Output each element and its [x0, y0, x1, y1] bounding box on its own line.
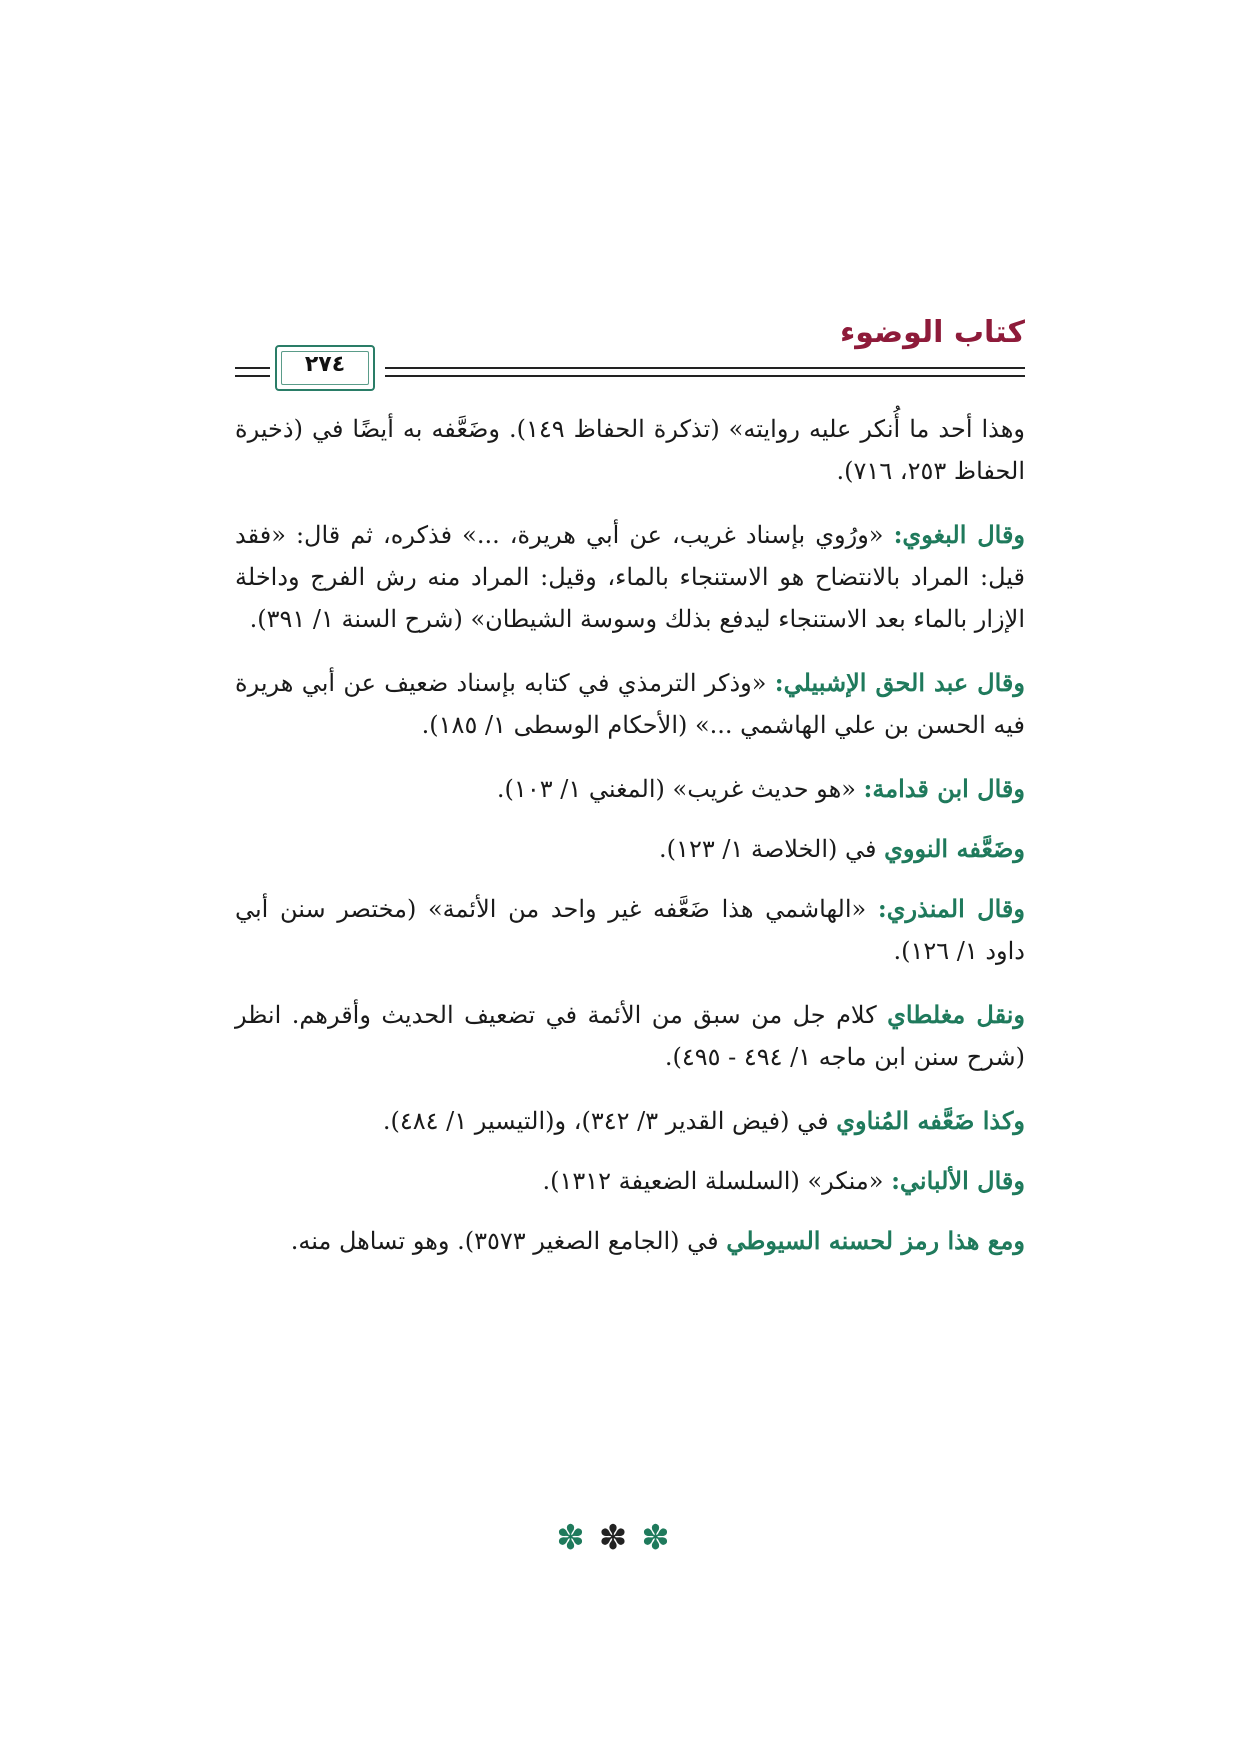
paragraph-text: في (الجامع الصغير ٣٥٧٣). وهو تساهل منه.	[290, 1227, 727, 1255]
paragraph-lead: وقال الألباني:	[891, 1166, 1025, 1195]
page-number-badge	[275, 345, 375, 391]
page-header	[235, 315, 1025, 385]
paragraph-lead: وضَعَّفه النووي	[884, 834, 1025, 863]
paragraph-1	[235, 408, 1025, 492]
header-rule-top	[385, 367, 1025, 369]
flower-ornament-icon: ✽	[598, 1518, 642, 1558]
paragraph-6	[235, 888, 1025, 972]
paragraph-2	[235, 514, 1025, 640]
paragraph-text: وهذا أحد ما أُنكر عليه روايته» (تذكرة الحفاظ ١٤٩). وضَعَّفه به أيضًا في (ذخيرة الحفاظ ٢٥٣، ٧١٦).	[235, 415, 1025, 485]
paragraph-text: «ورُوي بإسناد غريب، عن أبي هريرة، ...» فذكره، ثم قال: «فقد قيل: المراد بالانتضاح هو الاستنجاء بالماء، وقيل: المراد منه رش الفرج وداخلة الإزار بالماء بعد الاستنجاء ليدفع بذلك وسوسة الشيطان» (شرح السنة ١/ ٣٩١).	[235, 521, 1025, 633]
paragraph-9	[235, 1160, 1025, 1202]
paragraph-text: «هو حديث غريب» (المغني ١/ ١٠٣).	[496, 775, 864, 803]
section-end-ornaments	[0, 1518, 1240, 1558]
header-rule-left-top	[235, 367, 270, 369]
paragraph-text: «وذكر الترمذي في كتابه بإسناد ضعيف عن أبي هريرة فيه الحسن بن علي الهاشمي ...» (الأحكام الوسطى ١/ ١٨٥).	[235, 669, 1025, 739]
paragraph-10	[235, 1220, 1025, 1262]
paragraph-lead: وقال المنذري:	[877, 894, 1025, 923]
flower-ornament-icon: ✽	[641, 1518, 684, 1558]
paragraph-lead: ونقل مغلطاي	[887, 1000, 1026, 1029]
header-rule-left-bottom	[235, 375, 270, 377]
book-title: كتاب الوضوء	[839, 315, 1025, 350]
paragraph-4	[235, 768, 1025, 810]
paragraph-3	[235, 662, 1025, 746]
paragraph-8	[235, 1100, 1025, 1142]
paragraph-text: في (الخلاصة ١/ ١٢٣).	[659, 835, 885, 863]
paragraph-lead: ومع هذا رمز لحسنه السيوطي	[726, 1226, 1025, 1255]
page-body	[235, 408, 1025, 1284]
paragraph-7	[235, 994, 1025, 1078]
page-number: ٢٧٤	[304, 352, 346, 377]
paragraph-lead: وقال البغوي:	[893, 520, 1026, 549]
paragraph-text: كلام جل من سبق من الأئمة في تضعيف الحديث وأقرهم. انظر (شرح سنن ابن ماجه ١/ ٤٩٤ - ٤٩٥).	[235, 1001, 1025, 1071]
paragraph-text: «الهاشمي هذا ضَعَّفه غير واحد من الأئمة» (مختصر سنن أبي داود ١/ ١٢٦).	[235, 895, 1025, 965]
paragraph-lead: وقال ابن قدامة:	[863, 774, 1025, 803]
paragraph-text: «منكر» (السلسلة الضعيفة ١٣١٢).	[542, 1167, 892, 1195]
paragraph-5	[235, 828, 1025, 870]
paragraph-lead: وقال عبد الحق الإشبيلي:	[774, 668, 1025, 697]
paragraph-text: في (فيض القدير ٣/ ٣٤٢)، و(التيسير ١/ ٤٨٤).	[382, 1107, 837, 1135]
flower-ornament-icon: ✽	[556, 1518, 599, 1558]
header-rule-bottom	[385, 375, 1025, 377]
paragraph-lead: وكذا ضَعَّفه المُناوي	[836, 1106, 1025, 1135]
